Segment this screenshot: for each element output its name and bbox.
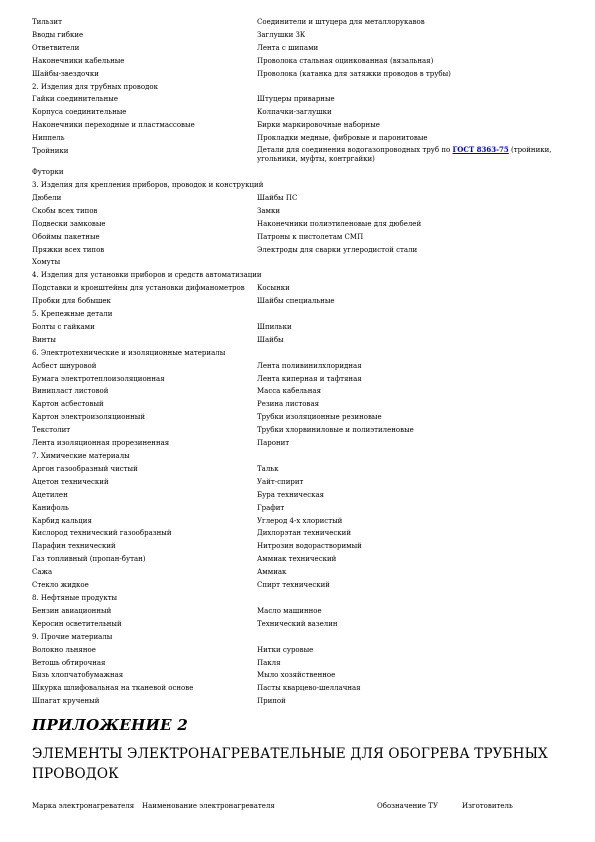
list-item-right: Лента поливинилхлоридная	[257, 361, 362, 370]
list-row	[32, 618, 572, 631]
list-item-text: (тройники, угольники, муфты, контргайки)	[257, 146, 552, 163]
list-item-right: Заглушки ЗК	[257, 30, 306, 39]
list-item-right: Шпильки	[257, 322, 292, 331]
list-item-right: Мыло хозяйственное	[257, 671, 336, 680]
list-item-right: Дихлорэтан технический	[257, 529, 351, 538]
list-item-left: Асбест шнуровой	[32, 361, 97, 370]
list-item-text: Детали для соединения водогазопроводных труб по	[257, 146, 453, 155]
list-row	[32, 411, 572, 424]
list-item-right: Прокладки медные, фибровые и паронитовые	[257, 134, 428, 143]
list-row	[32, 55, 572, 68]
list-row	[32, 16, 572, 29]
list-row	[32, 644, 572, 657]
gost-link[interactable]: ГОСТ 8363-75	[452, 145, 509, 155]
list-item-right: Наконечники полиэтиленовые для дюбелей	[257, 219, 422, 228]
table-header	[32, 800, 572, 812]
list-item-left: Ответвители	[32, 43, 80, 52]
table-header-col-maker: Изготовитель	[462, 802, 513, 810]
list-item-left: Тройники	[32, 147, 69, 156]
list-row	[32, 42, 572, 55]
list-item-right: Нитрозин водорастворимый	[257, 542, 362, 551]
list-item-left: Картон электроизоляционный	[32, 413, 146, 422]
list-item-right: Бирки маркировочные наборные	[257, 121, 380, 130]
list-row	[32, 106, 572, 119]
list-item-left: Шкурка шлифовальная на тканевой основе	[32, 684, 194, 693]
list-item-right: Припой	[257, 697, 286, 706]
list-item-left: Наконечники кабельные	[32, 56, 125, 65]
list-item-left: Канифоль	[32, 503, 69, 512]
list-item-left: Наконечники переходные и пластмассовые	[32, 121, 195, 130]
list-item-left: Хомуты	[32, 258, 61, 267]
list-item-left: Болты с гайками	[32, 322, 95, 331]
list-row	[32, 605, 572, 618]
list-item-right: Аммиак технический	[257, 555, 337, 564]
list-item-right: Графит	[257, 503, 285, 512]
list-item-right: Трубки изоляционные резиновые	[257, 413, 382, 422]
list-row	[32, 295, 572, 308]
list-item-right: Масло машинное	[257, 606, 322, 615]
list-item-left: Текстолит	[32, 426, 71, 435]
list-item-right: Проволока стальная оцинкованная (вязальная)	[257, 56, 434, 65]
list-item-left: Шайбы-звездочки	[32, 69, 99, 78]
list-item-left: Картон асбестовый	[32, 400, 104, 409]
list-item-right: Спирт технический	[257, 581, 330, 590]
section-heading: 4. Изделия для установки приборов и средств автоматизации	[32, 271, 262, 280]
list-row	[32, 489, 572, 502]
list-item-left: Стекло жидкое	[32, 581, 89, 590]
list-item-left: Ацетон технический	[32, 477, 109, 486]
list-item-left: Бумага электротеплоизоляционная	[32, 374, 165, 383]
list-row	[32, 657, 572, 670]
list-row	[32, 360, 572, 373]
list-row	[32, 119, 572, 132]
list-row	[32, 166, 572, 179]
list-item-left: Сажа	[32, 568, 53, 577]
list-row	[32, 256, 572, 269]
list-row	[32, 93, 572, 106]
list-item-left: Ниппель	[32, 134, 65, 143]
list-item-left: Ветошь обтирочная	[32, 658, 106, 667]
list-item-left: Футорки	[32, 168, 64, 177]
list-row	[32, 385, 572, 398]
list-item-right: Штуцеры приварные	[257, 95, 335, 104]
list-item-left: Подставки и кронштейны для установки дифманометров	[32, 284, 245, 293]
list-item-right: Бура техническая	[257, 490, 325, 499]
list-row	[32, 132, 572, 145]
list-item-right: Колпачки-заглушки	[257, 108, 332, 117]
list-row	[32, 553, 572, 566]
section-heading: 6. Электротехнические и изоляционные материалы	[32, 348, 226, 357]
list-item-right	[257, 145, 572, 163]
list-row	[32, 244, 572, 257]
table-header-col-name: Наименование электронагревателя	[142, 802, 275, 810]
list-item-right: Шайбы специальные	[257, 297, 335, 306]
list-row	[32, 669, 572, 682]
list-item-right: Тальк	[257, 464, 279, 473]
list-item-left: Вводы гибкие	[32, 30, 84, 39]
list-item-right: Аммиак	[257, 568, 287, 577]
section-heading: 2. Изделия для трубных проводок	[32, 82, 158, 91]
section-heading: 5. Крепежные детали	[32, 310, 113, 319]
table-header-col-brand: Марка электронагревателя	[32, 802, 135, 810]
list-item-right: Технический вазелин	[257, 619, 338, 628]
list-item-left: Парафин технический	[32, 542, 116, 551]
list-item-left: Волокно льняное	[32, 645, 96, 654]
section-heading: 7. Химические материалы	[32, 452, 130, 460]
list-item-right: Электроды для сварки углеродистой стали	[257, 245, 418, 254]
materials-list	[32, 16, 572, 708]
list-item-left: Ацетилен	[32, 490, 68, 499]
list-item-right: Шайбы	[257, 335, 284, 344]
list-item-right: Соединители и штуцера для металлорукавов	[257, 18, 425, 26]
list-row	[32, 515, 572, 528]
list-item-left: Тильзит	[32, 18, 62, 26]
list-item-right: Паронит	[257, 439, 290, 448]
list-row	[32, 437, 572, 450]
list-item-left: Гайки соединительные	[32, 95, 118, 104]
list-item-left: Скобы всех типов	[32, 206, 98, 215]
list-item-right: Патроны к пистолетам СМП	[257, 232, 364, 241]
section-heading: 8. Нефтяные продукты	[32, 593, 118, 602]
list-item-right: Масса кабельная	[257, 387, 321, 396]
list-item-left: Пробки для бобышек	[32, 297, 111, 306]
list-row	[32, 334, 572, 347]
list-item-right: Нитки суровые	[257, 645, 314, 654]
list-item-right: Уайт-спирит	[257, 477, 304, 486]
list-item-left: Обоймы пакетные	[32, 232, 100, 241]
list-row	[32, 424, 572, 437]
list-item-left: Шпагат крученый	[32, 697, 100, 706]
list-item-left: Подвески замковые	[32, 219, 106, 228]
list-row	[32, 682, 572, 695]
list-item-right: Пакля	[257, 658, 281, 667]
list-item-left: Корпуса соединительные	[32, 108, 127, 117]
list-item-left: Винипласт листовой	[32, 387, 109, 396]
list-item-right: Резина листовая	[257, 400, 320, 409]
list-item-right: Шайбы ПС	[257, 193, 298, 202]
list-item-left: Газ топливный (пропан-бутан)	[32, 555, 146, 564]
list-item-left: Бязь хлопчатобумажная	[32, 671, 124, 680]
section-heading: 3. Изделия для крепления приборов, проводок и конструкций	[32, 180, 264, 189]
list-item-left: Пряжки всех типов	[32, 245, 105, 254]
list-row	[32, 145, 572, 166]
appendix-heading: ЭЛЕМЕНТЫ ЭЛЕКТРОНАГРЕВАТЕЛЬНЫЕ ДЛЯ ОБОГРЕВА ТРУБНЫХ ПРОВОДОК	[32, 746, 548, 782]
list-row	[32, 205, 572, 218]
list-row	[32, 231, 572, 244]
section-heading: 9. Прочие материалы	[32, 632, 113, 641]
list-row	[32, 29, 572, 42]
list-item-right: Косынки	[257, 284, 290, 293]
list-item-left: Аргон газообразный чистый	[32, 464, 138, 473]
list-row	[32, 321, 572, 334]
list-row	[32, 68, 572, 81]
list-row	[32, 463, 572, 476]
list-item-left: Керосин осветительный	[32, 619, 122, 628]
list-row	[32, 192, 572, 205]
list-item-right: Лента киперная и тафтяная	[257, 374, 362, 383]
list-row	[32, 540, 572, 553]
list-item-left: Лента изоляционная прорезиненная	[32, 439, 170, 448]
list-row	[32, 502, 572, 515]
list-item-left: Бензин авиационный	[32, 606, 112, 615]
list-item-right: Пасты кварцево-шеллачная	[257, 684, 361, 693]
list-item-left: Карбид кальция	[32, 516, 92, 525]
list-item-right: Замки	[257, 206, 281, 215]
list-row	[32, 527, 572, 540]
list-item-right: Лента с шипами	[257, 43, 319, 52]
list-row	[32, 218, 572, 231]
list-item-right: Трубки хлорвиниловые и полиэтиленовые	[257, 426, 414, 435]
list-item-right: Углерод 4-х хлористый	[257, 516, 343, 525]
list-row	[32, 695, 572, 708]
list-item-right: Проволока (катанка для затяжки проводов в трубы)	[257, 69, 451, 78]
list-item-left: Винты	[32, 335, 56, 344]
list-row	[32, 476, 572, 489]
list-row	[32, 282, 572, 295]
list-item-left: Кислород технический газообразный	[32, 529, 172, 538]
list-row	[32, 373, 572, 386]
list-row	[32, 579, 572, 592]
list-row	[32, 398, 572, 411]
list-row	[32, 566, 572, 579]
list-item-left: Дюбели	[32, 193, 62, 202]
appendix-title: ПРИЛОЖЕНИЕ 2	[32, 716, 189, 734]
table-header-col-tu: Обозначение ТУ	[377, 802, 439, 810]
